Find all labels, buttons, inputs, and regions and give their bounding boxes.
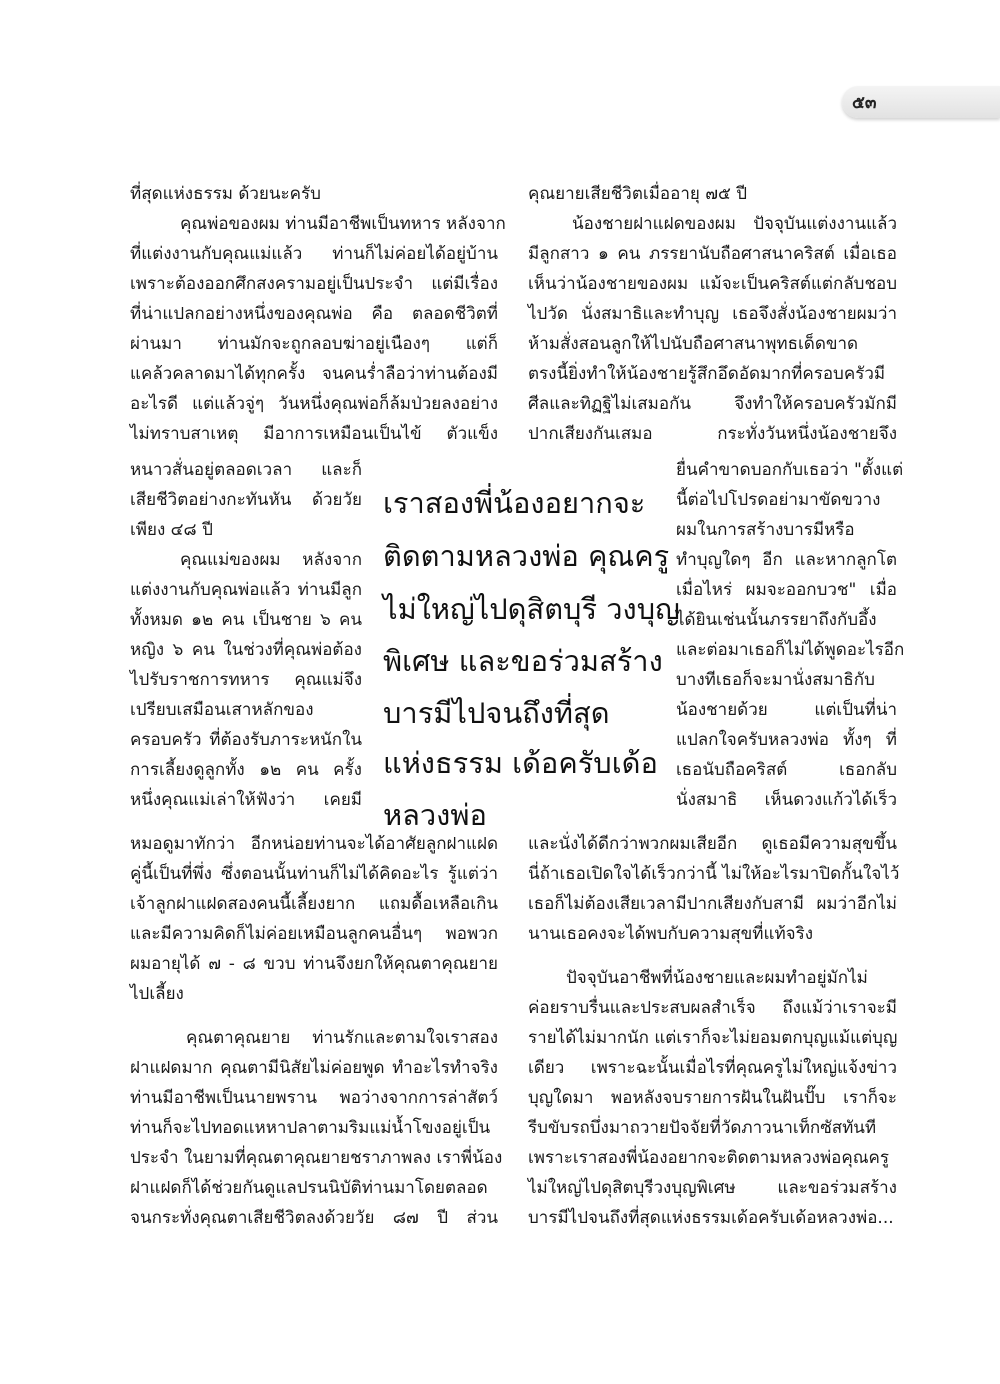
left-text-line: และมีความคิดก็ไม่ค่อยเหมือนลูกคนอื่นๆ พอพวก bbox=[130, 924, 498, 944]
right-text-line: ทำบุญใดๆ อีก และหากลูกโต bbox=[676, 550, 897, 570]
left-text-line: แต่งงานกับคุณพ่อแล้ว ท่านมีลูก bbox=[130, 580, 362, 600]
right-text-line: เมื่อไหร่ ผมจะออกบวช" เมื่อ bbox=[676, 580, 897, 600]
right-text-line: ศีลและทิฏฐิไม่เสมอกัน จึงทำให้ครอบครัวมักมี bbox=[528, 394, 897, 414]
left-text-line: หมอดูมาทักว่า อีกหน่อยท่านจะได้อาศัยลูกฝาแฝด bbox=[130, 834, 498, 854]
right-text-line: ปัจจุบันอาชีพที่น้องชายและผมทำอยู่มักไม่ bbox=[566, 968, 868, 988]
left-text-line: ท่านก็จะไปทอดแหหาปลาตามริมแม่น้ำโขงอยู่เป็น bbox=[130, 1118, 491, 1138]
left-text-line: เสียชีวิตอย่างกะทันหัน ด้วยวัย bbox=[130, 490, 362, 510]
right-text-line: มีลูกสาว ๑ คน ภรรยานับถือศาสนาคริสต์ เมื่อเธอ bbox=[528, 244, 897, 264]
right-text-line: คุณยายเสียชีวิตเมื่ออายุ ๗๕ ปี bbox=[528, 184, 748, 204]
right-text-line: เพราะเราสองพี่น้องอยากจะติดตามหลวงพ่อคุณครู bbox=[528, 1148, 890, 1168]
left-text-line: แคล้วคลาดมาได้ทุกครั้ง จนคนร่ำลือว่าท่านต้องมี bbox=[130, 364, 498, 384]
right-text-line: ได้ยินเช่นนั้นภรรยาถึงกับอึ้ง bbox=[676, 610, 877, 630]
left-text-line: ที่น่าแปลกอย่างหนึ่งของคุณพ่อ คือ ตลอดชีวิตที่ bbox=[130, 304, 498, 324]
right-text-line: นี่ถ้าเธอเปิดใจได้เร็วกว่านี้ ไม่ให้อะไรมาปิดกั้นใจไว้ bbox=[528, 864, 900, 884]
pull-quote-line: แห่งธรรม เด้อครับเด้อ bbox=[383, 746, 658, 780]
left-text-line: หนาวสั่นอยู่ตลอดเวลา และก็ bbox=[130, 460, 362, 480]
right-text-line: บางทีเธอก็จะมานั่งสมาธิกับ bbox=[676, 670, 875, 690]
pull-quote-line: หลวงพ่อ bbox=[383, 798, 487, 832]
left-text-line: เปรียบเสมือนเสาหลักของ bbox=[130, 700, 314, 720]
left-text-line: จนกระทั่งคุณตาเสียชีวิตลงด้วยวัย ๘๗ ปี ส่วน bbox=[130, 1208, 498, 1228]
left-text-line: ไปรับราชการทหาร คุณแม่จึง bbox=[130, 670, 362, 690]
right-text-line: เธอก็ไม่ต้องเสียเวลามีปากเสียงกับสามี ผมว่าอีกไม่ bbox=[528, 894, 897, 914]
left-text-line: การเลี้ยงดูลูกทั้ง ๑๒ คน ครั้ง bbox=[130, 760, 362, 780]
left-text-line: เพียง ๔๘ ปี bbox=[130, 520, 213, 540]
left-text-line: เพราะต้องออกศึกสงครามอยู่เป็นประจำ แต่มีเรื่อง bbox=[130, 274, 498, 294]
right-text-line: เห็นว่าน้องชายของผม แม้จะเป็นคริสต์แต่กลับชอบ bbox=[528, 274, 897, 294]
left-text-line: อะไรดี แต่แล้วจู่ๆ วันหนึ่งคุณพ่อก็ล้มป่วยลงอย่าง bbox=[130, 394, 498, 414]
left-text-line: หญิง ๖ คน ในช่วงที่คุณพ่อต้อง bbox=[130, 640, 362, 660]
right-text-line: นั่งสมาธิ เห็นดวงแก้วได้เร็ว bbox=[676, 790, 897, 810]
left-text-line: ไปเลี้ยง bbox=[130, 984, 184, 1004]
right-text-line: ตรงนี้ยิ่งทำให้น้องชายรู้สึกอึดอัดมากที่ครอบครัวมี bbox=[528, 364, 886, 384]
right-text-line: และนั่งได้ดีกว่าพวกผมเสียอีก ดูเธอมีความสุขขึ้น bbox=[528, 834, 897, 854]
left-text-line: คู่นี้เป็นที่พึ่ง ซึ่งตอนนั้นท่านก็ไม่ได้คิดอะไร รู้แต่ว่า bbox=[130, 864, 498, 884]
right-text-line: ปากเสียงกันเสมอ กระทั่งวันหนึ่งน้องชายจึง bbox=[528, 424, 897, 444]
left-text-line: ฝาแฝดก็ได้ช่วยกันดูแลปรนนิบัติท่านมาโดยตลอด bbox=[130, 1178, 488, 1198]
left-text-line: คุณแม่ของผม หลังจาก bbox=[180, 550, 362, 570]
left-text-line: ไม่ทราบสาเหตุ มีอาการเหมือนเป็นไข้ ตัวแข็ง bbox=[130, 424, 498, 444]
right-text-line: นี้ต่อไปโปรดอย่ามาขัดขวาง bbox=[676, 490, 881, 510]
right-text-line: บารมีไปจนถึงที่สุดแห่งธรรมเด้อครับเด้อหลวงพ่อ... bbox=[528, 1208, 894, 1228]
right-text-line: ผมในการสร้างบารมีหรือ bbox=[676, 520, 855, 540]
pull-quote-line: ไม่ใหญ่ไปดุสิตบุรี วงบุญ bbox=[383, 592, 680, 626]
right-text-line: แปลกใจครับหลวงพ่อ ทั้งๆ ที่ bbox=[676, 730, 897, 750]
left-text-line: ท่านมีอาชีพเป็นนายพราน พอว่างจากการล่าสัตว์ bbox=[130, 1088, 498, 1108]
left-text-line: ทั้งหมด ๑๒ คน เป็นชาย ๖ คน bbox=[130, 610, 362, 630]
left-text-line: ที่แต่งงานกับคุณแม่แล้ว ท่านก็ไม่ค่อยได้อยู่บ้าน bbox=[130, 244, 498, 264]
right-text-line: ไม่ใหญ่ไปดุสิตบุรีวงบุญพิเศษ และขอร่วมสร้าง bbox=[528, 1178, 897, 1198]
left-text-line: หนึ่งคุณแม่เล่าให้ฟังว่า เคยมี bbox=[130, 790, 362, 810]
right-text-line: และต่อมาเธอก็ไม่ได้พูดอะไรอีก bbox=[676, 640, 905, 660]
pull-quote-line: พิเศษ และขอร่วมสร้าง bbox=[383, 644, 663, 678]
left-text-line: ครอบครัว ที่ต้องรับภาระหนักใน bbox=[130, 730, 362, 750]
right-text-line: ยื่นคำขาดบอกกับเธอว่า "ตั้งแต่ bbox=[676, 460, 904, 480]
left-text-line: ผ่านมา ท่านมักจะถูกลอบฆ่าอยู่เนืองๆ แต่ก็ bbox=[130, 334, 498, 354]
right-text-line: บุญใดมา พอหลังจบรายการฝันในฝันปั๊บ เราก็จะ bbox=[528, 1088, 897, 1108]
pull-quote-line: ติดตามหลวงพ่อ คุณครู bbox=[383, 539, 670, 573]
left-text-line: เจ้าลูกฝาแฝดสองคนนี้เลี้ยงยาก แถมดื้อเหลือเกิน bbox=[130, 894, 498, 914]
left-text-line: คุณพ่อของผม ท่านมีอาชีพเป็นทหาร หลังจาก bbox=[180, 214, 506, 234]
right-text-line: ไปวัด นั่งสมาธิและทำบุญ เธอจึงสั่งน้องชายผมว่า bbox=[528, 304, 897, 324]
right-text-line: ห้ามสั่งสอนลูกให้ไปนับถือศาสนาพุทธเด็ดขาด bbox=[528, 334, 859, 354]
left-text-line: ผมอายุได้ ๗ - ๘ ขวบ ท่านจึงยกให้คุณตาคุณยาย bbox=[130, 954, 498, 974]
right-text-line: เดียว เพราะฉะนั้นเมื่อไรที่คุณครูไม่ใหญ่แจ้งข่าว bbox=[528, 1058, 897, 1078]
right-text-line: ค่อยราบรื่นและประสบผลสำเร็จ ถึงแม้ว่าเราจะมี bbox=[528, 998, 897, 1018]
pull-quote-line: เราสองพี่น้องอยากจะ bbox=[383, 486, 646, 520]
right-text-line: รายได้ไม่มากนัก แต่เราก็จะไม่ยอมตกบุญแม้แต่บุญ bbox=[528, 1028, 898, 1048]
left-text-line: ประจำ ในยามที่คุณตาคุณยายชราภาพลง เราพี่น้อง bbox=[130, 1148, 503, 1168]
left-text-line: คุณตาคุณยาย ท่านรักและตามใจเราสอง bbox=[186, 1028, 498, 1048]
left-text-line: ที่สุดแห่งธรรม ด้วยนะครับ bbox=[130, 184, 321, 204]
right-text-line: นานเธอคงจะได้พบกับความสุขที่แท้จริง bbox=[528, 924, 814, 944]
pull-quote-line: บารมีไปจนถึงที่สุด bbox=[383, 696, 610, 730]
left-text-line: ฝาแฝดมาก คุณตามีนิสัยไม่ค่อยพูด ทำอะไรทำจริง bbox=[130, 1058, 498, 1078]
page-number: ๕๓ bbox=[852, 93, 877, 113]
right-text-line: น้องชายด้วย แต่เป็นที่น่า bbox=[676, 700, 897, 720]
right-text-line: น้องชายฝาแฝดของผม ปัจจุบันแต่งงานแล้ว bbox=[572, 214, 897, 234]
right-text-line: รีบขับรถบึ่งมาถวายปัจจัยที่วัดภาวนาเท็กซัสทันที bbox=[528, 1118, 877, 1138]
right-text-line: เธอนับถือคริสต์ เธอกลับ bbox=[676, 760, 897, 780]
